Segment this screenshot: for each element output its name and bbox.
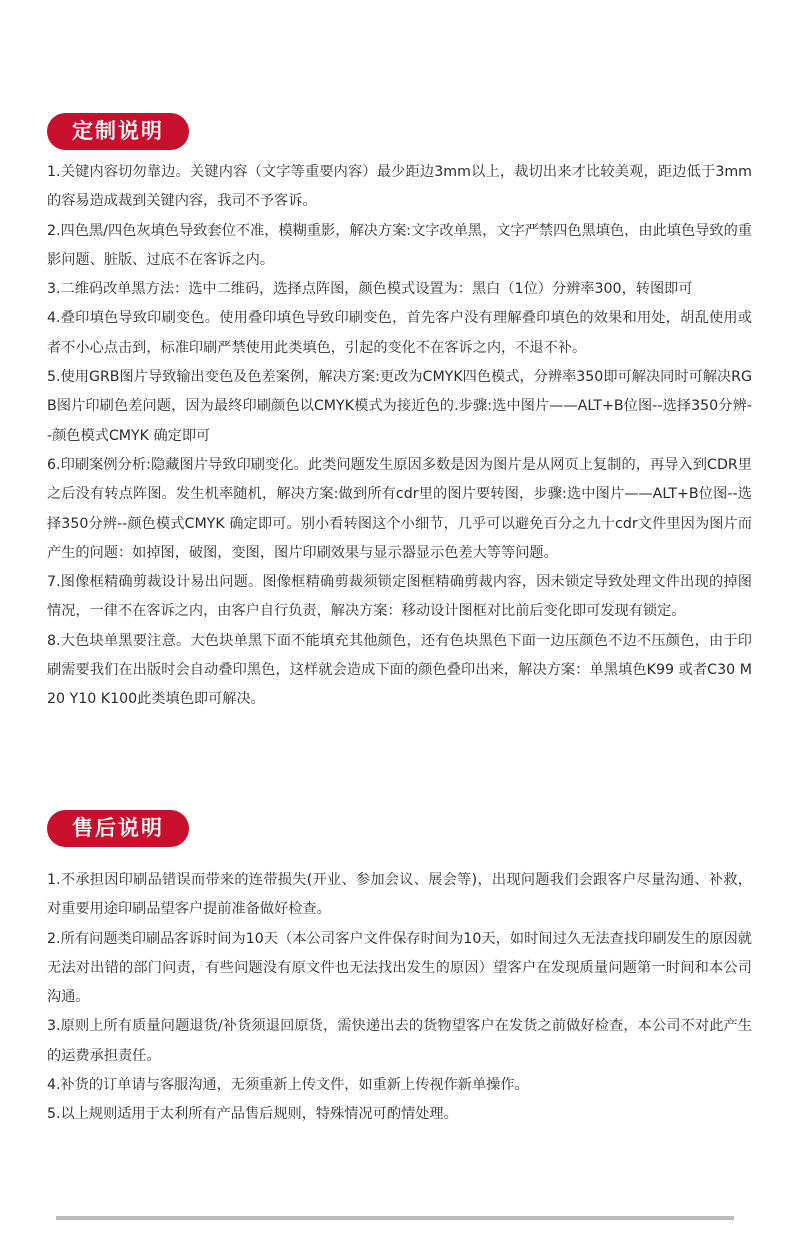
note-paragraph: 2.四色黑/四色灰填色导致套位不准，模糊重影，解决方案:文字改单黑，文字严禁四色黑填色，由此填色导致的重影问题、脏版、过底不在客诉之内。 <box>47 222 752 268</box>
customization-notes-list <box>47 158 752 715</box>
note-paragraph: 8.大色块单黑要注意。大色块单黑下面不能填充其他颜色，还有色块黑色下面一边压颜色不边不压颜色，由于印刷需要我们在出版时会自动叠印黑色，这样就会造成下面的颜色叠印出来，解决方案：单黑填色K99 或者C30 M20 Y10 K100此类填色即可解决。 <box>47 632 752 708</box>
note-paragraph: 5.使用GRB图片导致输出变色及色差案例，解决方案:更改为CMYK四色模式，分辨率350即可解决同时可解决RGB图片印刷色差问题，因为最终印刷颜色以CMYK模式为接近色的.步骤:选中图片——ALT+B位图--选择350分辨--颜色模式CMYK 确定即可 <box>47 369 752 444</box>
note-paragraph: 7.图像框精确剪裁设计易出问题。图像框精确剪裁须锁定图框精确剪裁内容，因未锁定导致处理文件出现的掉图情况，一律不在客诉之内，由客户自行负责，解决方案：移动设计图框对比前后变化即可发现有锁定。 <box>47 574 752 620</box>
bottom-divider <box>56 1216 734 1220</box>
note-paragraph: 3.二维码改单黑方法：选中二维码，选择点阵图，颜色模式设置为：黑白（1位）分辨率300，转图即可 <box>47 281 693 298</box>
note-paragraph: 3.原则上所有质量问题退货/补货须退回原货，需快递出去的货物望客户在发货之前做好检查，本公司不对此产生的运费承担责任。 <box>47 1018 752 1064</box>
section-title-badge: 售后说明 <box>47 810 189 847</box>
section-title-badge: 定制说明 <box>47 113 189 150</box>
note-paragraph: 2.所有问题类印刷品客诉时间为10天（本公司客户文件保存时间为10天，如时间过久无法查找印刷发生的原因就无法对出错的部门问责，有些问题没有原文件也无法找出发生的原因）望客户在发现质量问题第一时间和本公司沟通。 <box>47 930 752 1006</box>
note-paragraph: 4.叠印填色导致印刷变色。使用叠印填色导致印刷变色，首先客户没有理解叠印填色的效果和用处，胡乱使用或者不小心点击到，标准印刷严禁使用此类填色，引起的变化不在客诉之内，不退不补。 <box>47 310 752 356</box>
after-sales-notes-list <box>47 866 752 1130</box>
note-paragraph: 1.不承担因印刷品错误而带来的连带损失(开业、参加会议、展会等)，出现问题我们会跟客户尽量沟通、补救，对重要用途印刷品望客户提前准备做好检查。 <box>47 872 752 918</box>
note-paragraph: 5.以上规则适用于太利所有产品售后规则，特殊情况可酌情处理。 <box>47 1106 458 1123</box>
note-paragraph: 4.补货的订单请与客服沟通，无须重新上传文件，如重新上传视作新单操作。 <box>47 1077 529 1094</box>
note-paragraph: 1.关键内容切勿靠边。关键内容（文字等重要内容）最少距边3mm以上，裁切出来才比较美观，距边低于3mm的容易造成裁到关键内容，我司不予客诉。 <box>47 164 752 210</box>
note-paragraph: 6.印刷案例分析:隐藏图片导致印刷变化。此类问题发生原因多数是因为图片是从网页上复制的，再导入到CDR里之后没有转点阵图。发生机率随机，解决方案:做到所有cdr里的图片要转图，步骤:选中图片——ALT+B位图--选择350分辨--颜色模式CMYK 确定即可。别小看转图这个小细节，几乎可以避免百分之九十cdr文件里因为图片而产生的问题：如掉图，破图，变图，图片印刷效果与显示器显示色差大等等问题。 <box>47 456 752 561</box>
